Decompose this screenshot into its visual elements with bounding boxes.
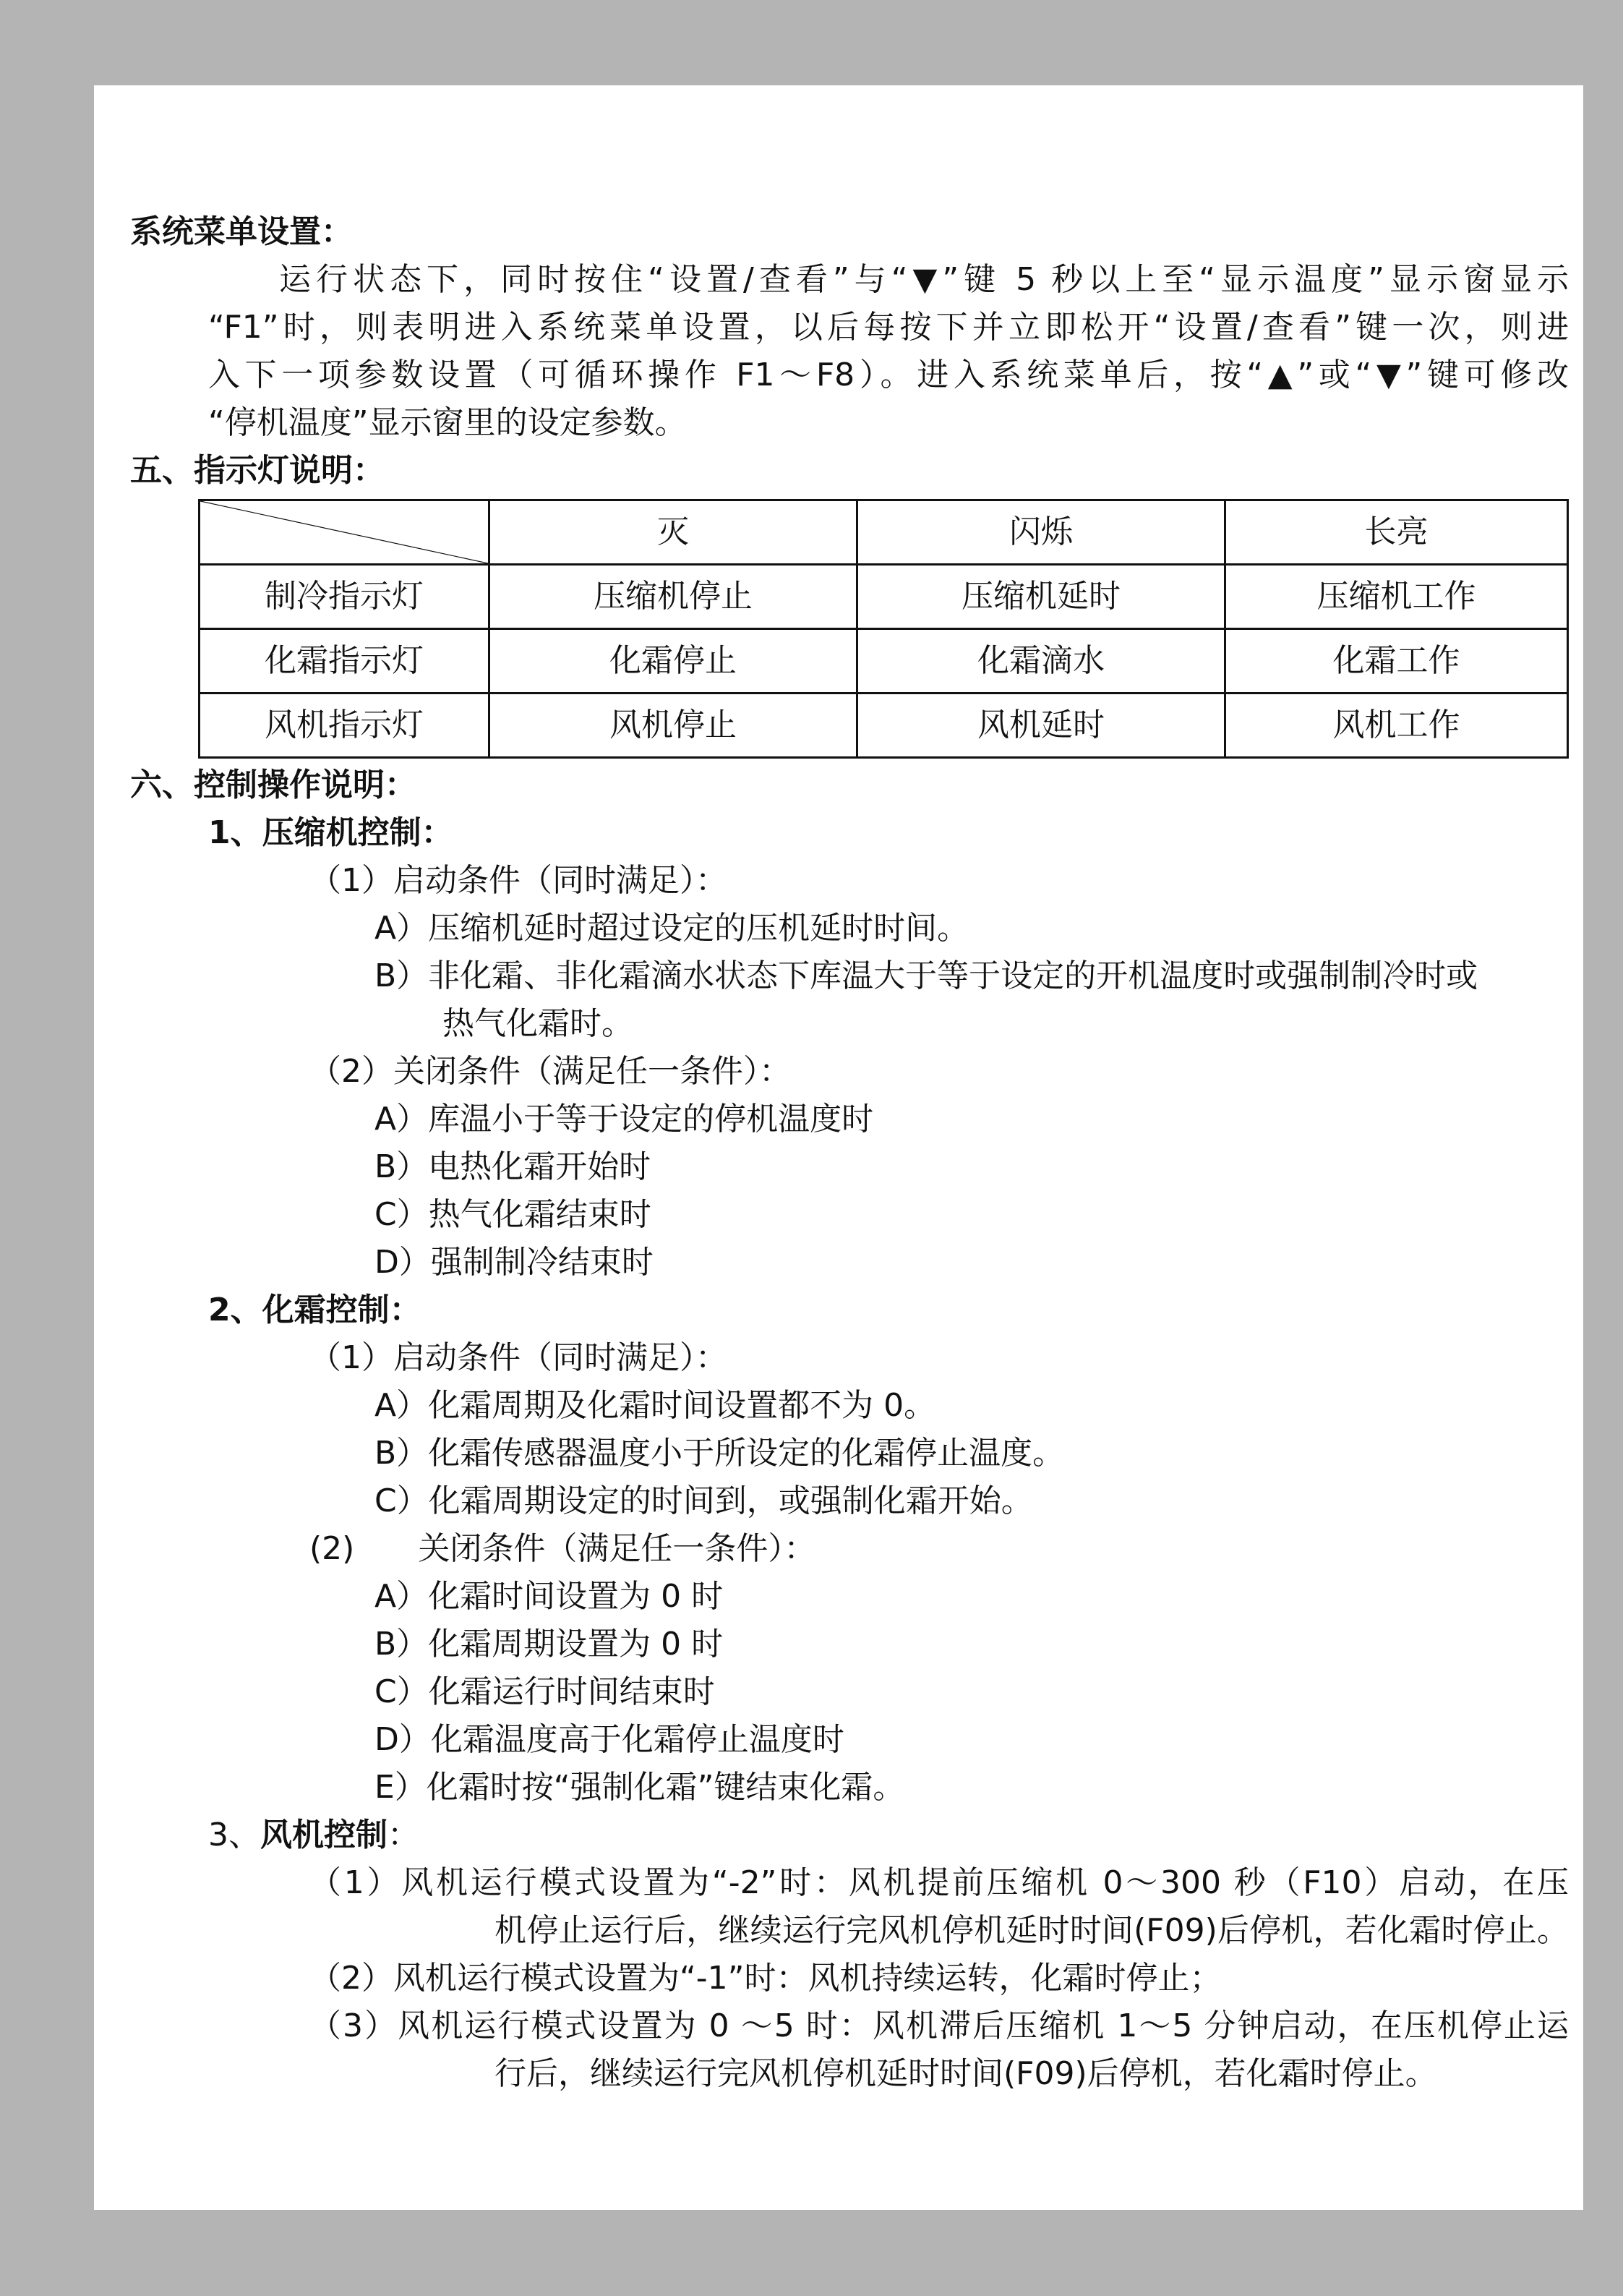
list-item: （1）风机运行模式设置为“-2”时：风机提前压缩机 0～300 秒（F10）启动，在压 [309,1864,1569,1901]
list-item: （3）风机运行模式设置为 0 ～5 时：风机滞后压缩机 1～5 分钟启动，在压机停止运 [309,2007,1569,2044]
list-item: A）库温小于等于设定的停机温度时 [374,1101,874,1138]
table-row [200,694,1568,758]
fan-heading-number: 3、 [208,1817,260,1853]
row-label: 制冷指示灯 [200,565,489,629]
list-item: B）非化霜、非化霜滴水状态下库温大于等于设定的开机温度时或强制制冷时或 [374,957,1478,994]
system-menu-heading: 系统菜单设置： [130,213,353,250]
column-header-off: 灭 [489,500,857,565]
compressor-stop-title: （2）关闭条件（满足任一条件）： [309,1053,791,1090]
defrost-stop-title: (2) 关闭条件（满足任一条件）： [309,1530,816,1567]
list-item: C）热气化霜结束时 [374,1196,651,1233]
list-item: （2）风机运行模式设置为“-1”时：风机持续运转，化霜时停止； [309,1960,1222,1997]
table-header-row [200,500,1568,565]
table-cell: 风机延时 [857,694,1225,758]
paragraph-line: 运行状态下，同时按住“设置/查看”与“▼”键 5 秒以上至“显示温度”显示窗显示 [279,261,1569,298]
paragraph-line: “F1”时，则表明进入系统菜单设置，以后每按下并立即松开“设置/查看”键一次，则进 [208,309,1569,346]
row-label: 化霜指示灯 [200,629,489,694]
list-item: E）化霜时按“强制化霜”键结束化霜。 [374,1769,905,1806]
section5-heading: 五、指示灯说明： [130,452,385,489]
table-cell: 压缩机延时 [857,565,1225,629]
list-item-continued: 行后，继续运行完风机停机延时时间(F09)后停机，若化霜时停止。 [494,2055,1437,2092]
table-cell: 压缩机停止 [489,565,857,629]
fan-heading-text: 风机控制 [260,1817,387,1853]
list-item: D）化霜温度高于化霜停止温度时 [374,1721,844,1758]
document-body [130,208,1569,2098]
list-item: A）化霜周期及化霜时间设置都不为 0。 [374,1387,936,1424]
list-item: B）化霜周期设置为 0 时 [374,1626,724,1663]
list-item-continued: 热气化霜时。 [442,1005,633,1042]
list-item: D）强制制冷结束时 [374,1244,654,1281]
system-menu-paragraph [130,256,1569,447]
list-item: A）化霜时间设置为 0 时 [374,1578,724,1615]
list-item: B）电热化霜开始时 [374,1148,651,1185]
list-item: C）化霜周期设定的时间到，或强制化霜开始。 [374,1482,1033,1519]
list-item: B）化霜传感器温度小于所设定的化霜停止温度。 [374,1435,1065,1472]
column-header-blink: 闪烁 [857,500,1225,565]
table-cell: 压缩机工作 [1225,565,1568,629]
list-item: A）压缩机延时超过设定的压机延时时间。 [374,910,969,947]
diagonal-line [200,501,488,563]
table-row [200,565,1568,629]
list-item: C）化霜运行时间结束时 [374,1673,715,1710]
table-cell: 化霜工作 [1225,629,1568,694]
indicator-table [198,499,1569,759]
column-header-on: 长亮 [1225,500,1568,565]
defrost-start-title: （1）启动条件（同时满足）： [309,1339,727,1376]
table-cell: 化霜滴水 [857,629,1225,694]
table-cell: 风机停止 [489,694,857,758]
fan-heading-colon: ： [387,1817,419,1853]
table-cell: 风机工作 [1225,694,1568,758]
compressor-heading: 1、压缩机控制： [208,814,453,851]
defrost-heading: 2、化霜控制： [208,1292,421,1328]
table-cell: 化霜停止 [489,629,857,694]
fan-heading [130,1811,1569,1859]
diagonal-corner-cell [200,500,489,565]
compressor-start-title: （1）启动条件（同时满足）： [309,862,727,899]
section6-heading: 六、控制操作说明： [130,767,416,803]
table-row [200,629,1568,694]
document-page [94,85,1583,2210]
list-item-continued: 机停止运行后，继续运行完风机停机延时时间(F09)后停机，若化霜时停止。 [494,1912,1569,1949]
paragraph-line: 入下一项参数设置（可循环操作 F1～F8）。进入系统菜单后，按“▲”或“▼”键可修改 [208,357,1569,393]
paragraph-line: “停机温度”显示窗里的设定参数。 [208,404,687,441]
row-label: 风机指示灯 [200,694,489,758]
